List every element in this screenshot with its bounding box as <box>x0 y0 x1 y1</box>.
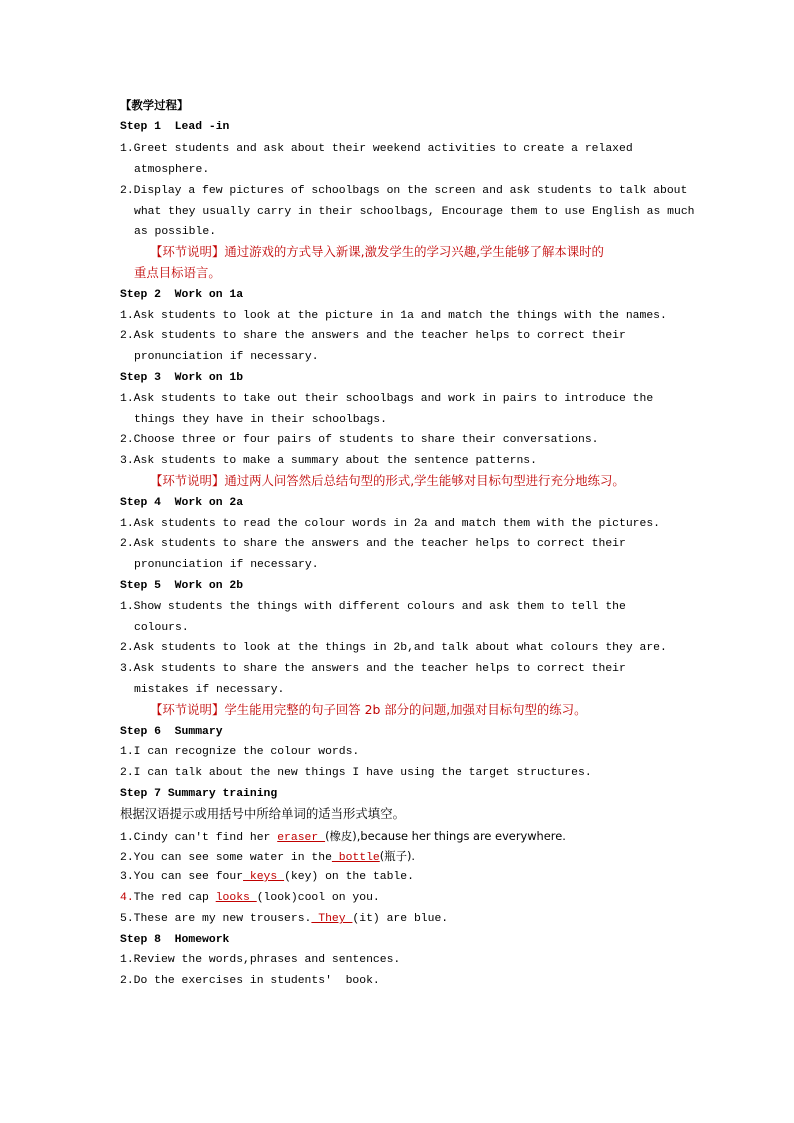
step1-item: what they usually carry in their schoolbags, Encourage them to use English as much <box>134 206 695 218</box>
step2-item: pronunciation if necessary. <box>134 351 319 363</box>
question-text: (橡皮),because her things are everywhere. <box>325 829 566 843</box>
step7-title: Step 7 Summary training <box>120 788 278 800</box>
step6-item: 2.I can talk about the new things I have using the target structures. <box>120 767 592 779</box>
step6-title: Step 6 Summary <box>120 726 223 738</box>
step1-note: 重点目标语言。 <box>134 265 221 280</box>
question-text: (key) on the table. <box>284 871 414 883</box>
answer-blank: keys <box>243 871 285 883</box>
step3-note: 【环节说明】通过两人问答然后总结句型的形式,学生能够对目标句型进行充分地练习。 <box>150 473 625 488</box>
question-text: 3.You can see four <box>120 871 244 883</box>
question-text: (瓶子). <box>379 849 416 863</box>
step5-item: 2.Ask students to look at the things in 2b,and talk about what colours they are. <box>120 642 667 654</box>
answer-blank: looks <box>215 892 257 904</box>
step3-item: 2.Choose three or four pairs of students to share their conversations. <box>120 434 599 446</box>
step4-item: 2.Ask students to share the answers and the teacher helps to correct their <box>120 538 626 550</box>
exercise-question-1 <box>120 829 566 845</box>
step4-item: pronunciation if necessary. <box>134 559 319 571</box>
step8-item: 2.Do the exercises in students' book. <box>120 975 380 987</box>
section-header: 【教学过程】 <box>120 98 189 112</box>
step5-item: colours. <box>134 622 189 634</box>
step6-item: 1.I can recognize the colour words. <box>120 746 360 758</box>
step1-item: atmosphere. <box>134 164 210 176</box>
question-text: 2.You can see some water in the <box>120 852 332 864</box>
step3-item: 1.Ask students to take out their schoolbags and work in pairs to introduce the <box>120 393 654 405</box>
step4-title: Step 4 Work on 2a <box>120 497 244 509</box>
step8-title: Step 8 Homework <box>120 934 230 946</box>
exercise-question-5 <box>120 912 448 926</box>
step5-title: Step 5 Work on 2b <box>120 580 244 592</box>
question-text: 1.Cindy can't find her <box>120 832 278 844</box>
question-text: The red cap <box>133 892 216 904</box>
step7-instruction: 根据汉语提示或用括号中所给单词的适当形式填空。 <box>120 806 405 821</box>
exercise-question-4 <box>120 891 380 905</box>
step5-item: mistakes if necessary. <box>134 684 285 696</box>
step1-title: Step 1 Lead -in <box>120 121 230 133</box>
answer-blank: eraser <box>277 832 326 844</box>
step2-item: 1.Ask students to look at the picture in 1a and match the things with the names. <box>120 310 667 322</box>
step5-item: 1.Show students the things with different colours and ask them to tell the <box>120 601 626 613</box>
step3-item: 3.Ask students to make a summary about the sentence patterns. <box>120 455 537 467</box>
exercise-question-2 <box>120 849 415 865</box>
step1-note: 【环节说明】通过游戏的方式导入新课,激发学生的学习兴趣,学生能够了解本课时的 <box>150 244 604 259</box>
question-text: (it) are blue. <box>352 913 449 925</box>
step5-item: 3.Ask students to share the answers and the teacher helps to correct their <box>120 663 626 675</box>
step1-item: 1.Greet students and ask about their weekend activities to create a relaxed <box>120 143 633 155</box>
question-text: 5.These are my new trousers. <box>120 913 312 925</box>
step2-title: Step 2 Work on 1a <box>120 289 244 301</box>
step4-item: 1.Ask students to read the colour words in 2a and match them with the pictures. <box>120 518 661 530</box>
question-text: (look)cool on you. <box>256 892 380 904</box>
step5-note: 【环节说明】学生能用完整的句子回答 2b 部分的问题,加强对目标句型的练习。 <box>150 702 587 717</box>
step3-item: things they have in their schoolbags. <box>134 414 387 426</box>
answer-blank: bottle <box>331 852 380 864</box>
step8-item: 1.Review the words,phrases and sentences. <box>120 954 401 966</box>
step3-title: Step 3 Work on 1b <box>120 372 244 384</box>
exercise-question-3 <box>120 870 414 884</box>
step1-item: 2.Display a few pictures of schoolbags on the screen and ask students to talk about <box>120 185 688 197</box>
answer-blank: They <box>311 913 353 925</box>
question-number: 4. <box>120 892 134 904</box>
step2-item: 2.Ask students to share the answers and the teacher helps to correct their <box>120 330 626 342</box>
step1-item: as possible. <box>134 226 217 238</box>
